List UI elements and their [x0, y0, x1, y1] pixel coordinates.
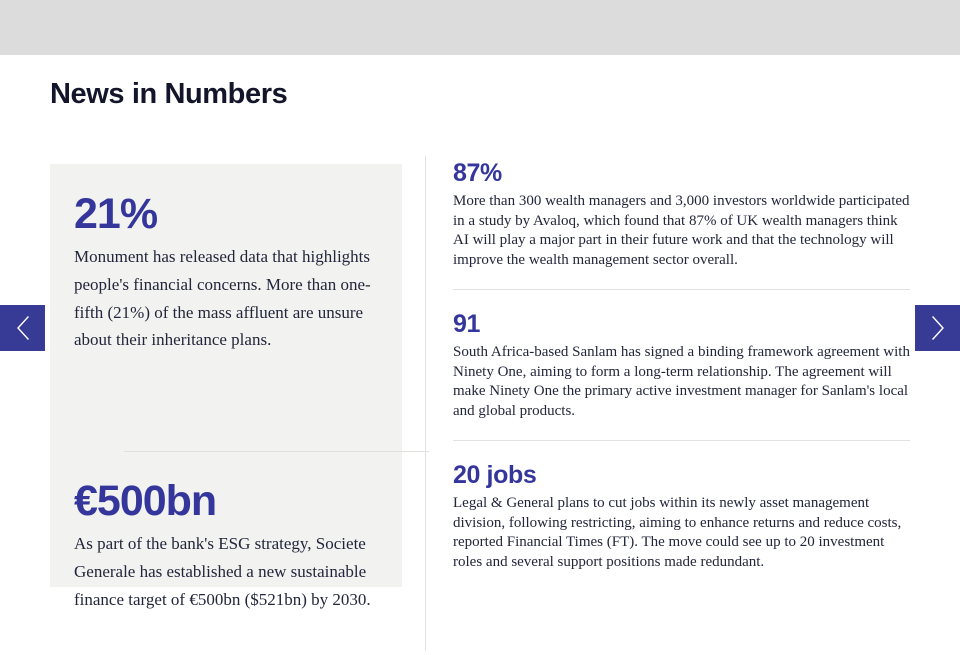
carousel-prev-button[interactable]: [0, 305, 45, 351]
chevron-left-icon: [14, 315, 32, 341]
news-body: Legal & General plans to cut jobs within its newly asset management division, following restricting, aiming to enhance returns and reduce costs, reported Financial Times (FT). The move could see up to 20 investment roles and several support positions made redundant.: [453, 495, 902, 570]
list-item: [453, 158, 910, 289]
featured-divider: [124, 451, 429, 452]
featured-stat: 21%: [74, 190, 158, 238]
news-list: [453, 158, 910, 591]
column-divider: [425, 156, 426, 651]
top-bar: [0, 0, 960, 55]
carousel-next-button[interactable]: [915, 305, 960, 351]
featured-body: Monument has released data that highlights people's financial concerns. More than one-fifth (21%) of the mass affluent are unsure about their inheritance plans.: [74, 247, 371, 350]
news-stat: 87%: [453, 159, 502, 187]
featured-item: [74, 477, 379, 613]
featured-item: [74, 190, 379, 354]
featured-stat: €500bn: [74, 477, 217, 525]
featured-card: [50, 164, 402, 609]
featured-body: As part of the bank's ESG strategy, Societe Generale has established a new sustainable finance target of €500bn ($521bn) by 2030.: [74, 534, 371, 609]
news-body: More than 300 wealth managers and 3,000 investors worldwide participated in a study by Avaloq, which found that 87% of UK wealth managers think AI will play a major part in their future work and that the technology will improve the wealth management sector overall.: [453, 193, 910, 268]
page-content: [0, 55, 960, 655]
news-stat: 20 jobs: [453, 461, 537, 489]
news-body: South Africa-based Sanlam has signed a binding framework agreement with Ninety One, aiming to form a long-term relationship. The agreement will make Ninety One the primary active investment manager for Sanlam's local and global products.: [453, 344, 910, 419]
chevron-right-icon: [929, 315, 947, 341]
page-title: News in Numbers: [50, 78, 288, 110]
list-item: [453, 440, 910, 591]
list-item: [453, 289, 910, 440]
news-stat: 91: [453, 310, 481, 338]
